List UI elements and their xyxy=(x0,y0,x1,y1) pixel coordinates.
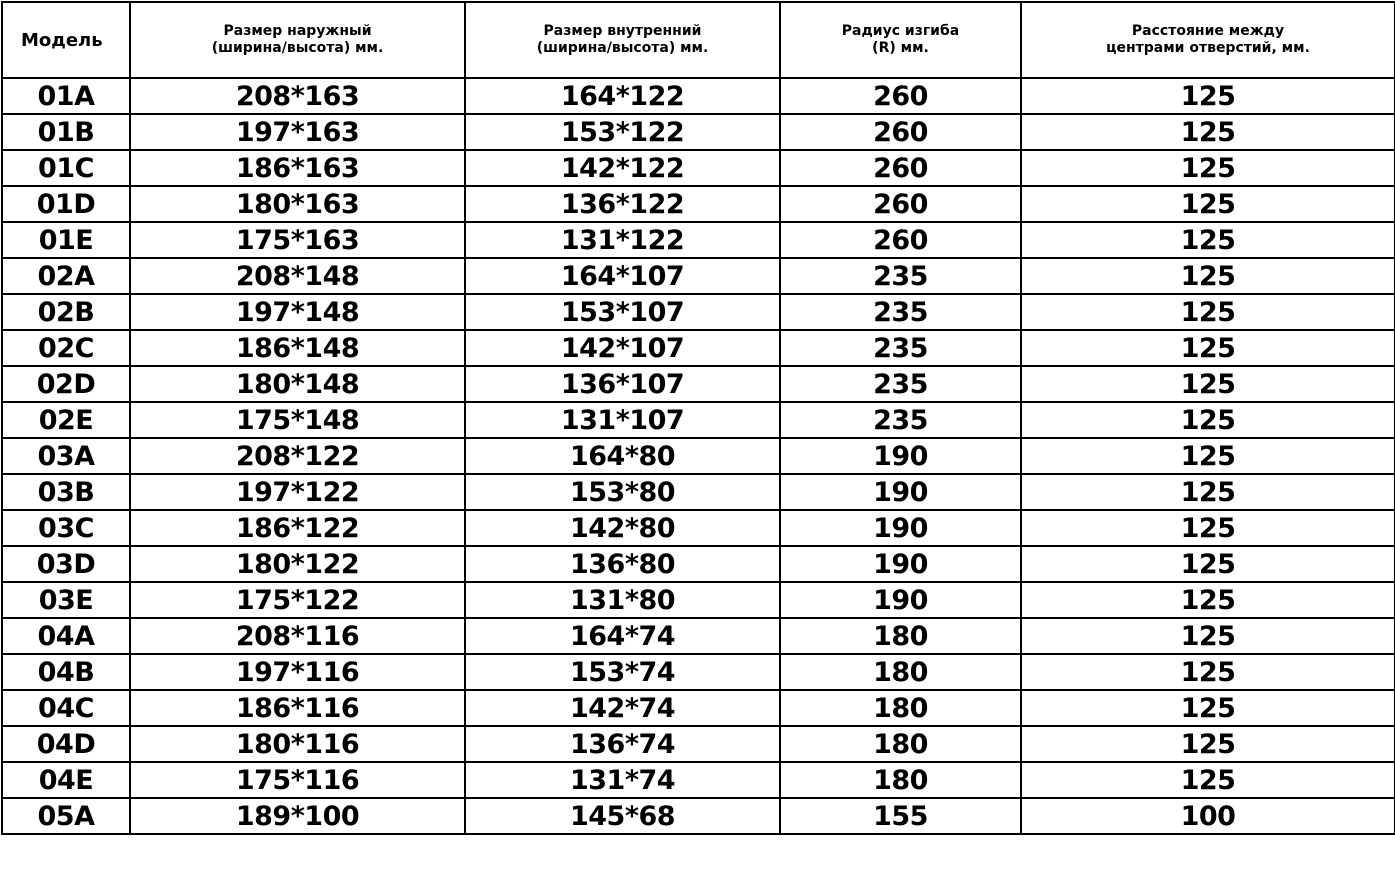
cell-outer-size: 186*163 xyxy=(130,150,465,186)
cell-inner-size: 164*74 xyxy=(465,618,780,654)
table-row xyxy=(2,654,1395,690)
cell-hole-distance: 125 xyxy=(1021,654,1395,690)
header-line: Радиус изгиба xyxy=(841,23,960,39)
table-row xyxy=(2,78,1395,114)
cell-bend-radius: 235 xyxy=(780,294,1021,330)
cell-hole-distance: 125 xyxy=(1021,438,1395,474)
cell-hole-distance: 125 xyxy=(1021,186,1395,222)
cell-outer-size: 180*122 xyxy=(130,546,465,582)
cell-inner-size: 142*74 xyxy=(465,690,780,726)
cell-bend-radius: 235 xyxy=(780,402,1021,438)
cell-model: 03B xyxy=(2,474,130,510)
table-row xyxy=(2,294,1395,330)
cell-bend-radius: 235 xyxy=(780,258,1021,294)
cell-bend-radius: 180 xyxy=(780,690,1021,726)
cell-hole-distance: 125 xyxy=(1021,258,1395,294)
cell-outer-size: 186*116 xyxy=(130,690,465,726)
cell-inner-size: 142*107 xyxy=(465,330,780,366)
table-row xyxy=(2,510,1395,546)
cell-hole-distance: 125 xyxy=(1021,726,1395,762)
cell-model: 03A xyxy=(2,438,130,474)
cell-inner-size: 142*122 xyxy=(465,150,780,186)
cell-outer-size: 175*116 xyxy=(130,762,465,798)
cell-model: 03E xyxy=(2,582,130,618)
table-row xyxy=(2,582,1395,618)
cell-outer-size: 186*148 xyxy=(130,330,465,366)
table-row xyxy=(2,186,1395,222)
spec-table xyxy=(1,1,1395,835)
cell-inner-size: 136*107 xyxy=(465,366,780,402)
cell-hole-distance: 125 xyxy=(1021,546,1395,582)
cell-model: 01E xyxy=(2,222,130,258)
cell-bend-radius: 190 xyxy=(780,582,1021,618)
table-row xyxy=(2,114,1395,150)
header-hole-distance xyxy=(1021,2,1395,78)
cell-model: 01C xyxy=(2,150,130,186)
cell-outer-size: 197*122 xyxy=(130,474,465,510)
cell-bend-radius: 235 xyxy=(780,330,1021,366)
cell-inner-size: 164*107 xyxy=(465,258,780,294)
cell-hole-distance: 125 xyxy=(1021,618,1395,654)
cell-outer-size: 175*163 xyxy=(130,222,465,258)
cell-hole-distance: 125 xyxy=(1021,294,1395,330)
cell-hole-distance: 125 xyxy=(1021,114,1395,150)
table-row xyxy=(2,438,1395,474)
header-line: Модель xyxy=(21,29,103,51)
cell-model: 04E xyxy=(2,762,130,798)
table-row xyxy=(2,474,1395,510)
cell-model: 03C xyxy=(2,510,130,546)
table-row xyxy=(2,690,1395,726)
cell-outer-size: 208*122 xyxy=(130,438,465,474)
cell-outer-size: 186*122 xyxy=(130,510,465,546)
cell-bend-radius: 260 xyxy=(780,114,1021,150)
table-row xyxy=(2,618,1395,654)
cell-inner-size: 153*107 xyxy=(465,294,780,330)
table-row xyxy=(2,258,1395,294)
table-row xyxy=(2,546,1395,582)
cell-model: 05A xyxy=(2,798,130,834)
header-line: Размер наружный xyxy=(223,23,372,39)
cell-outer-size: 180*163 xyxy=(130,186,465,222)
cell-bend-radius: 155 xyxy=(780,798,1021,834)
cell-inner-size: 142*80 xyxy=(465,510,780,546)
cell-outer-size: 208*148 xyxy=(130,258,465,294)
header-line: (ширина/высота) мм. xyxy=(211,40,384,56)
cell-hole-distance: 125 xyxy=(1021,474,1395,510)
cell-inner-size: 145*68 xyxy=(465,798,780,834)
cell-inner-size: 131*122 xyxy=(465,222,780,258)
cell-bend-radius: 190 xyxy=(780,438,1021,474)
cell-inner-size: 131*74 xyxy=(465,762,780,798)
cell-model: 04D xyxy=(2,726,130,762)
cell-model: 04A xyxy=(2,618,130,654)
table-row xyxy=(2,366,1395,402)
table-body xyxy=(2,78,1395,834)
cell-bend-radius: 180 xyxy=(780,654,1021,690)
cell-outer-size: 208*116 xyxy=(130,618,465,654)
cell-bend-radius: 180 xyxy=(780,618,1021,654)
header-model xyxy=(2,2,130,78)
table-row xyxy=(2,150,1395,186)
cell-inner-size: 136*74 xyxy=(465,726,780,762)
cell-inner-size: 153*74 xyxy=(465,654,780,690)
cell-bend-radius: 260 xyxy=(780,222,1021,258)
header-inner-size xyxy=(465,2,780,78)
header-line: центрами отверстий, мм. xyxy=(1106,40,1310,56)
cell-inner-size: 153*122 xyxy=(465,114,780,150)
cell-outer-size: 180*116 xyxy=(130,726,465,762)
cell-inner-size: 136*80 xyxy=(465,546,780,582)
header-line: (ширина/высота) мм. xyxy=(536,40,709,56)
table-row xyxy=(2,762,1395,798)
cell-hole-distance: 125 xyxy=(1021,402,1395,438)
cell-inner-size: 131*80 xyxy=(465,582,780,618)
table-row xyxy=(2,798,1395,834)
cell-hole-distance: 125 xyxy=(1021,690,1395,726)
cell-outer-size: 197*163 xyxy=(130,114,465,150)
cell-inner-size: 153*80 xyxy=(465,474,780,510)
table-row xyxy=(2,222,1395,258)
cell-hole-distance: 125 xyxy=(1021,510,1395,546)
cell-outer-size: 208*163 xyxy=(130,78,465,114)
table-row xyxy=(2,402,1395,438)
table-row xyxy=(2,726,1395,762)
header-line: Размер внутренний xyxy=(543,23,702,39)
cell-model: 03D xyxy=(2,546,130,582)
cell-hole-distance: 125 xyxy=(1021,150,1395,186)
cell-inner-size: 131*107 xyxy=(465,402,780,438)
cell-outer-size: 197*148 xyxy=(130,294,465,330)
cell-hole-distance: 125 xyxy=(1021,582,1395,618)
cell-hole-distance: 125 xyxy=(1021,366,1395,402)
cell-outer-size: 175*122 xyxy=(130,582,465,618)
cell-model: 02E xyxy=(2,402,130,438)
cell-outer-size: 197*116 xyxy=(130,654,465,690)
header-line: (R) мм. xyxy=(872,40,929,56)
cell-hole-distance: 125 xyxy=(1021,222,1395,258)
cell-bend-radius: 260 xyxy=(780,186,1021,222)
cell-hole-distance: 125 xyxy=(1021,762,1395,798)
cell-bend-radius: 260 xyxy=(780,78,1021,114)
cell-model: 02A xyxy=(2,258,130,294)
cell-bend-radius: 180 xyxy=(780,762,1021,798)
cell-model: 01D xyxy=(2,186,130,222)
cell-hole-distance: 100 xyxy=(1021,798,1395,834)
header-row xyxy=(2,2,1395,78)
cell-outer-size: 180*148 xyxy=(130,366,465,402)
cell-model: 01B xyxy=(2,114,130,150)
cell-model: 02B xyxy=(2,294,130,330)
cell-inner-size: 164*122 xyxy=(465,78,780,114)
cell-bend-radius: 190 xyxy=(780,474,1021,510)
cell-bend-radius: 260 xyxy=(780,150,1021,186)
cell-model: 02C xyxy=(2,330,130,366)
header-outer-size xyxy=(130,2,465,78)
cell-model: 04C xyxy=(2,690,130,726)
cell-bend-radius: 180 xyxy=(780,726,1021,762)
cell-hole-distance: 125 xyxy=(1021,78,1395,114)
cell-outer-size: 189*100 xyxy=(130,798,465,834)
cell-outer-size: 175*148 xyxy=(130,402,465,438)
cell-inner-size: 164*80 xyxy=(465,438,780,474)
cell-bend-radius: 190 xyxy=(780,546,1021,582)
header-bend-radius xyxy=(780,2,1021,78)
cell-bend-radius: 190 xyxy=(780,510,1021,546)
cell-bend-radius: 235 xyxy=(780,366,1021,402)
table-row xyxy=(2,330,1395,366)
header-line: Расстояние между xyxy=(1131,23,1285,39)
cell-inner-size: 136*122 xyxy=(465,186,780,222)
cell-model: 01A xyxy=(2,78,130,114)
cell-model: 04B xyxy=(2,654,130,690)
cell-hole-distance: 125 xyxy=(1021,330,1395,366)
cell-model: 02D xyxy=(2,366,130,402)
